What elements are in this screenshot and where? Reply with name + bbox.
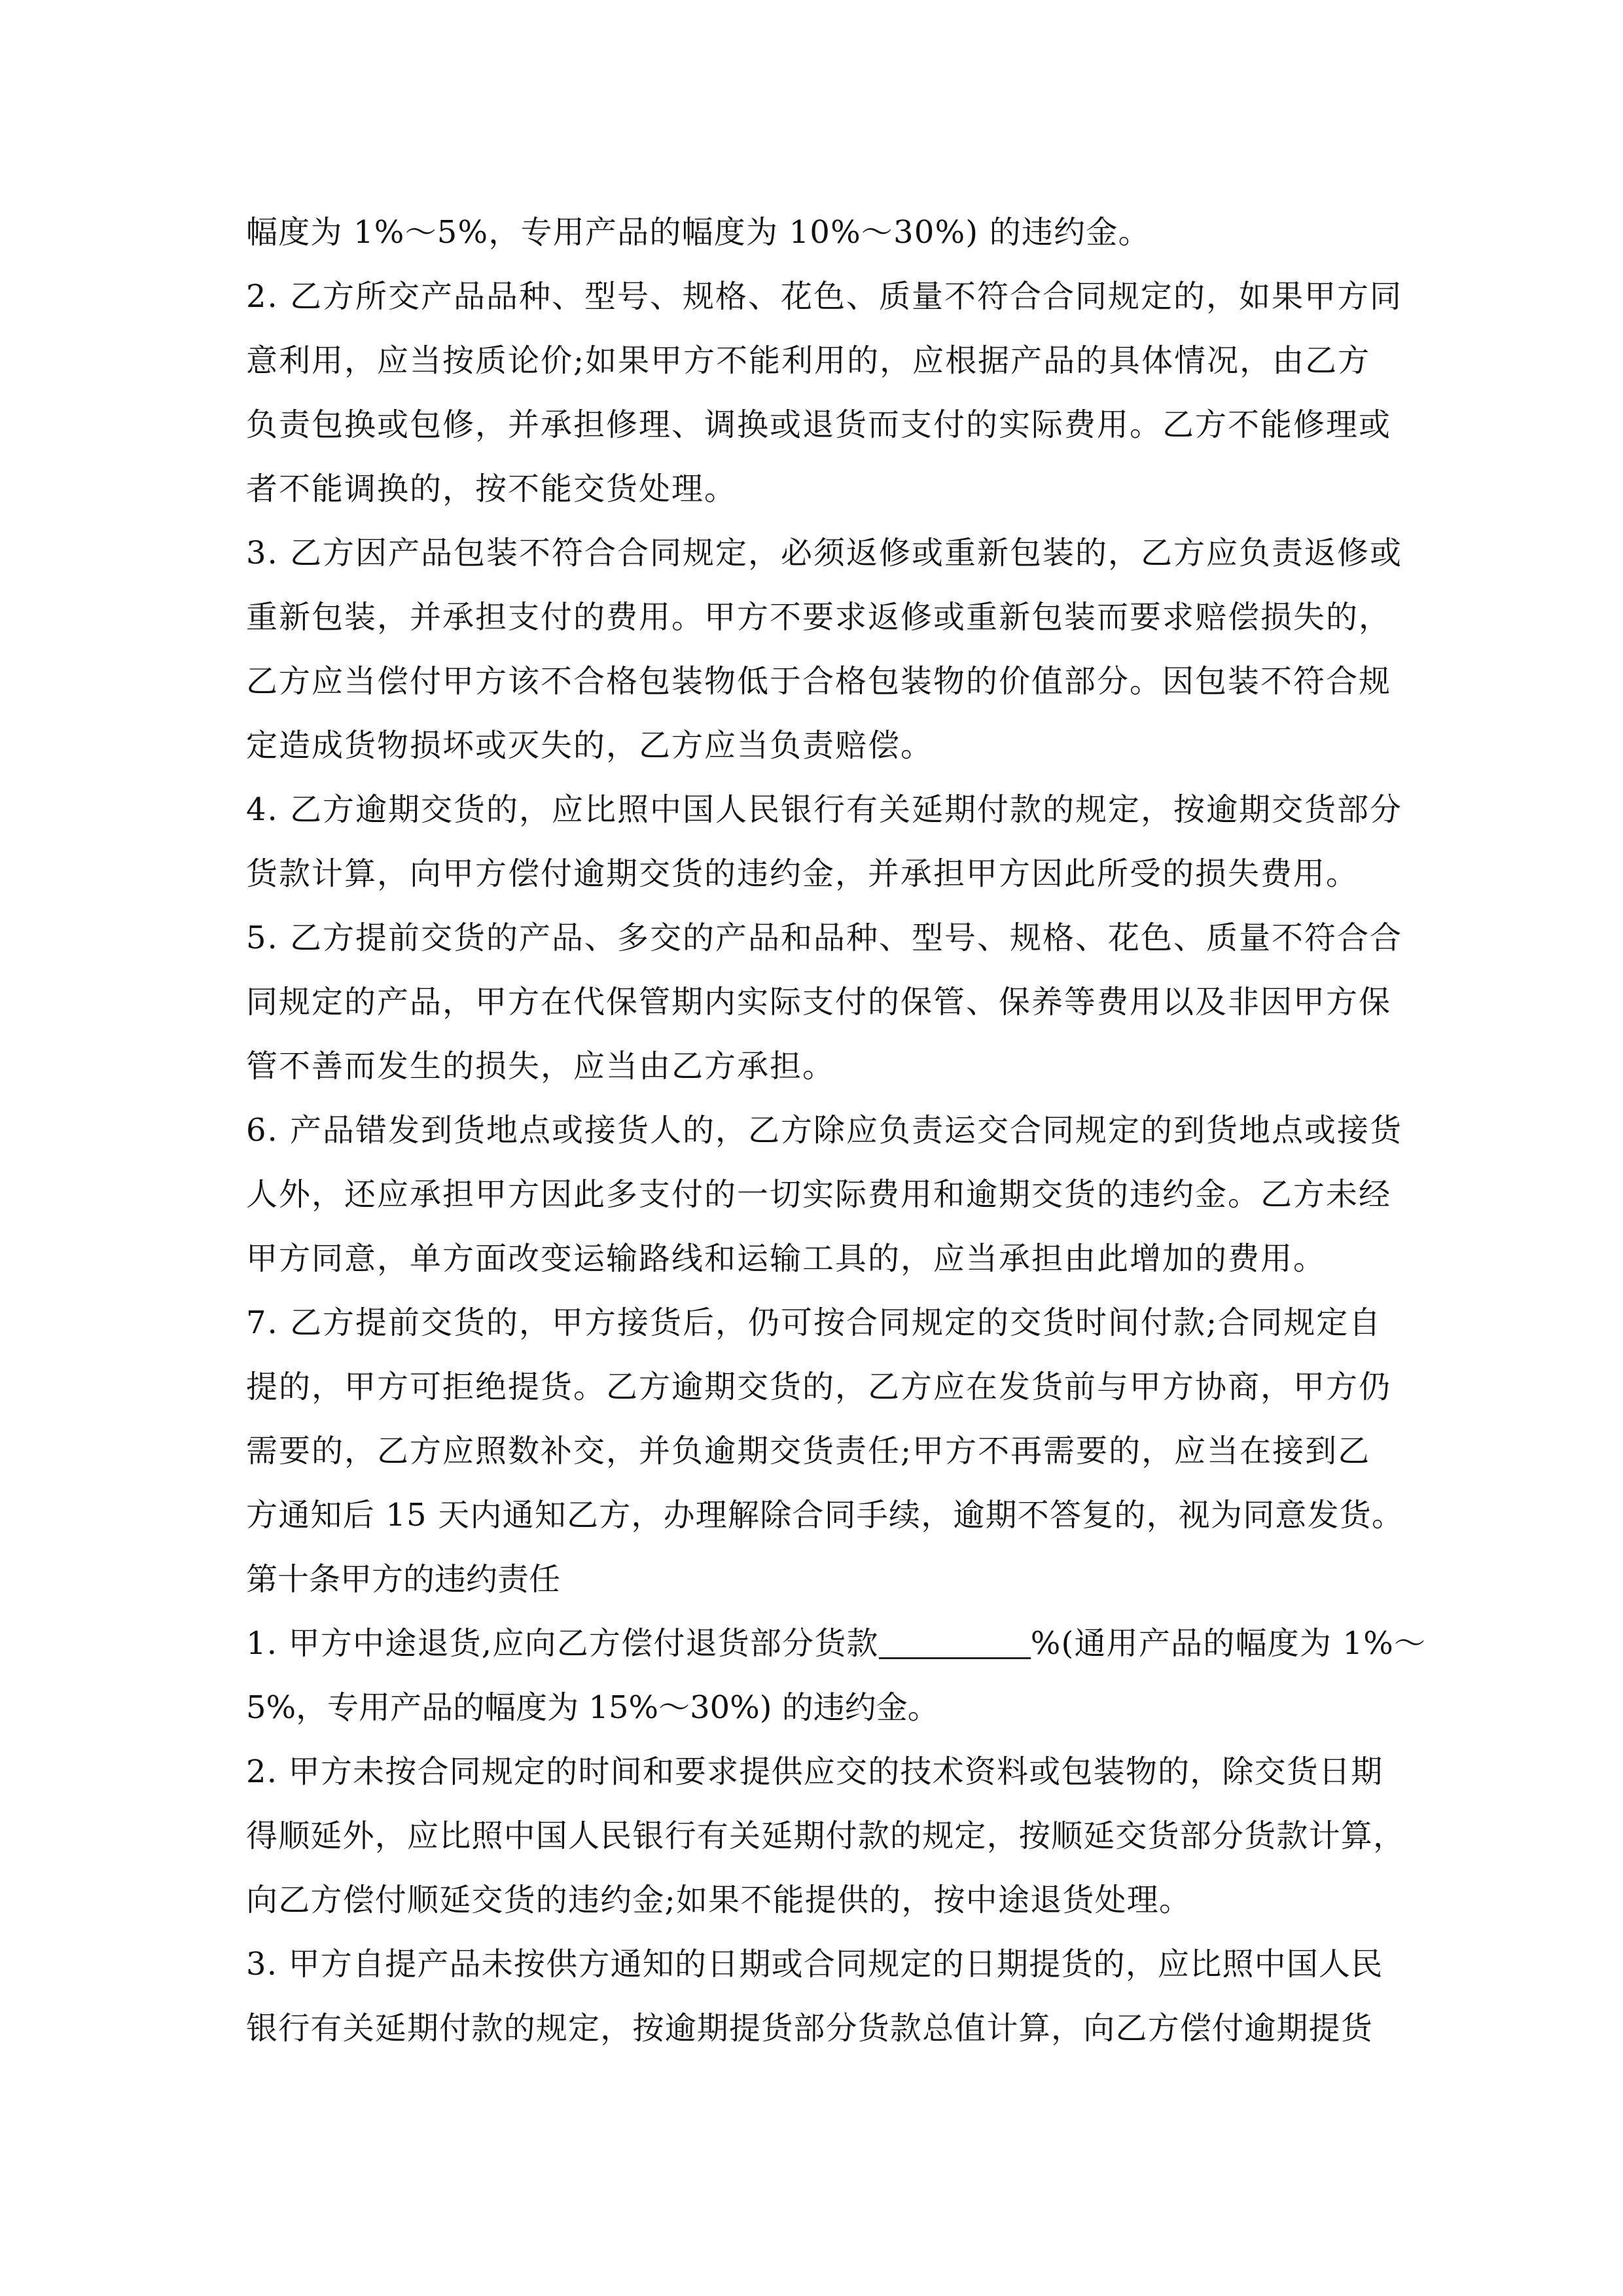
text-line-with-blank <box>246 1611 1427 1676</box>
text-line: 4. 乙方逾期交货的，应比照中国人民银行有关延期付款的规定，按逾期交货部分 <box>246 791 1403 828</box>
text-line: 3. 甲方自提产品未按供方通知的日期或合同规定的日期提货的，应比照中国人民 <box>246 1946 1383 1982</box>
text-line: 货款计算，向甲方偿付逾期交货的违约金，并承担甲方因此所受的损失费用。 <box>246 855 1359 892</box>
text-line: 5%，专用产品的幅度为 15%～30%) 的违约金。 <box>246 1689 939 1726</box>
text-line: 甲方同意，单方面改变运输路线和运输工具的，应当承担由此增加的费用。 <box>246 1240 1327 1277</box>
text-line: 同规定的产品，甲方在代保管期内实际支付的保管、保养等费用以及非因甲方保 <box>246 984 1392 1020</box>
text-line: 乙方应当偿付甲方该不合格包装物低于合格包装物的价值部分。因包装不符合规 <box>246 663 1392 700</box>
text-line: 定造成货物损坏或灭失的，乙方应当负责赔偿。 <box>246 727 934 764</box>
section-heading: 第十条甲方的违约责任 <box>246 1561 561 1598</box>
fill-in-blank[interactable] <box>879 1618 1031 1659</box>
text-line: 方通知后 15 天内通知乙方，办理解除合同手续，逾期不答复的，视为同意发货。 <box>246 1497 1404 1534</box>
text-line: 向乙方偿付顺延交货的违约金;如果不能提供的，按中途退货处理。 <box>246 1882 1192 1918</box>
text-line: 提的，甲方可拒绝提货。乙方逾期交货的，乙方应在发货前与甲方协商，甲方仍 <box>246 1369 1392 1405</box>
text-segment: %(通用产品的幅度为 1%～ <box>1030 1625 1427 1662</box>
text-line: 需要的，乙方应照数补交，并负逾期交货责任;甲方不再需要的，应当在接到乙 <box>246 1433 1371 1469</box>
text-line: 管不善而发生的损失，应当由乙方承担。 <box>246 1048 836 1085</box>
text-line: 人外，还应承担甲方因此多支付的一切实际费用和逾期交货的违约金。乙方未经 <box>246 1176 1392 1213</box>
text-line: 6. 产品错发到货地点或接货人的，乙方除应负责运交合同规定的到货地点或接货 <box>246 1112 1403 1149</box>
text-line: 重新包装，并承担支付的费用。甲方不要求返修或重新包装而要求赔偿损失的， <box>246 599 1392 636</box>
text-line: 银行有关延期付款的规定，按逾期提货部分货款总值计算，向乙方偿付逾期提货 <box>246 2010 1374 2047</box>
text-line: 2. 甲方未按合同规定的时间和要求提供应交的技术资料或包装物的，除交货日期 <box>246 1753 1383 1790</box>
text-segment: 1. 甲方中途退货,应向乙方偿付退货部分货款 <box>246 1625 879 1662</box>
text-line: 2. 乙方所交产品品种、型号、规格、花色、质量不符合合同规定的，如果甲方同 <box>246 278 1403 315</box>
text-line: 意利用，应当按质论价;如果甲方不能利用的，应根据产品的具体情况，由乙方 <box>246 342 1371 379</box>
text-line: 得顺延外，应比照中国人民银行有关延期付款的规定，按顺延交货部分货款计算， <box>246 1818 1406 1854</box>
text-line: 负责包换或包修，并承担修理、调换或退货而支付的实际费用。乙方不能修理或 <box>246 406 1392 443</box>
text-line: 3. 乙方因产品包装不符合合同规定，必须返修或重新包装的，乙方应负责返修或 <box>246 535 1403 571</box>
document-body <box>246 200 1427 2060</box>
text-line: 7. 乙方提前交货的，甲方接货后，仍可按合同规定的交货时间付款;合同规定自 <box>246 1304 1382 1341</box>
text-line: 幅度为 1%～5%，专用产品的幅度为 10%～30%) 的违约金。 <box>246 214 1150 251</box>
text-line: 5. 乙方提前交货的产品、多交的产品和品种、型号、规格、花色、质量不符合合 <box>246 920 1403 956</box>
text-line: 者不能调换的，按不能交货处理。 <box>246 471 738 507</box>
